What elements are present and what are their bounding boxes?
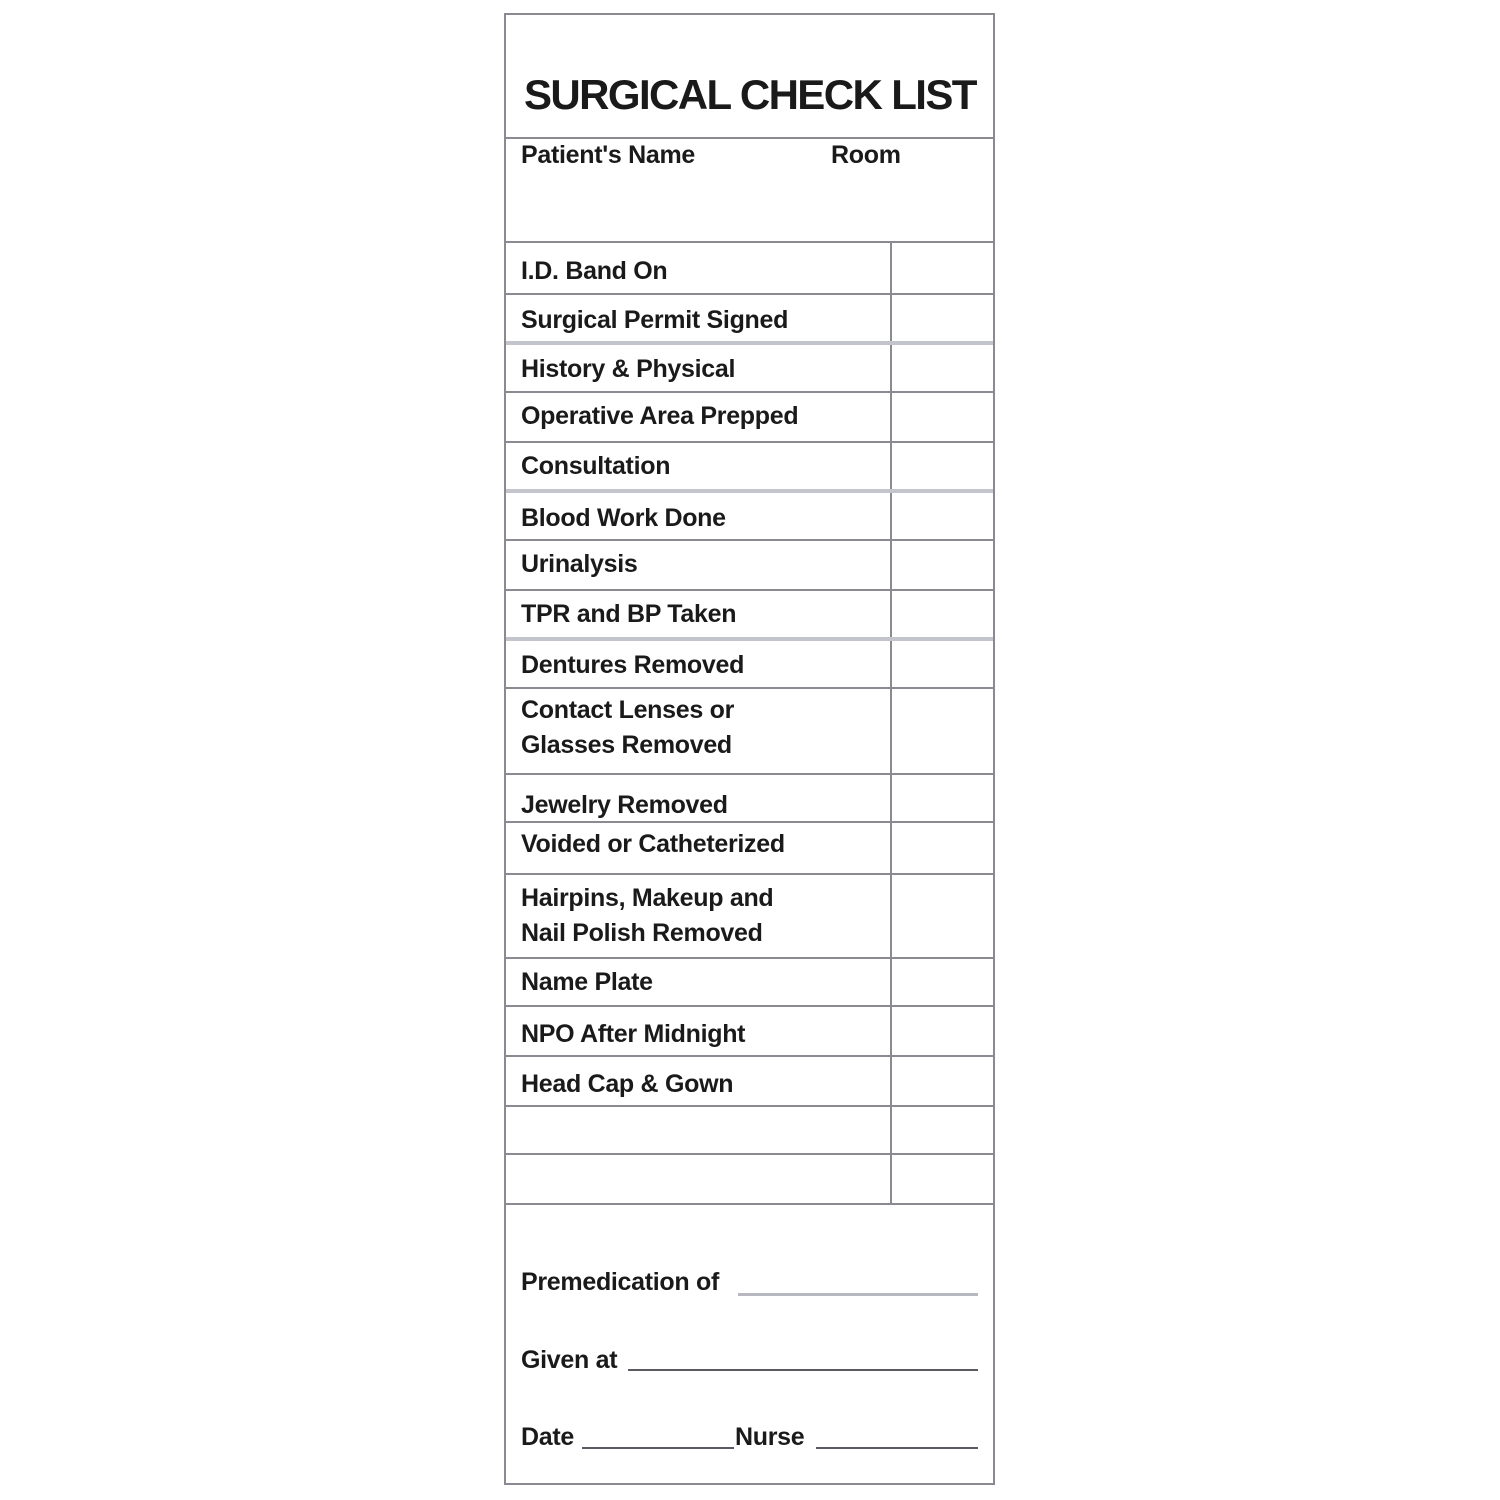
checklist-checkbox-cell[interactable]	[890, 295, 995, 341]
checklist-item-label: Urinalysis	[521, 550, 638, 578]
checklist-checkbox-cell[interactable]	[890, 591, 995, 637]
checklist-item-label: Voided or Catheterized	[521, 830, 785, 858]
checklist-checkbox-cell[interactable]	[890, 775, 995, 821]
checklist-item-label: Surgical Permit Signed	[521, 306, 789, 334]
patient-name-label: Patient's Name	[521, 141, 696, 169]
checklist-item-label: History & Physical	[521, 355, 736, 383]
checklist-checkbox-cell[interactable]	[890, 1057, 995, 1105]
form-title: SURGICAL CHECK LIST	[524, 71, 976, 118]
checklist-item-label: Consultation	[521, 452, 671, 480]
checklist-row	[506, 1107, 993, 1155]
checklist-row	[506, 1057, 993, 1107]
checklist-row	[506, 689, 993, 775]
checklist-row	[506, 959, 993, 1007]
checklist-item-label: Name Plate	[521, 968, 653, 996]
checklist-row	[506, 823, 993, 875]
checklist-item-label: Contact Lenses or	[521, 696, 735, 724]
date-label: Date	[521, 1423, 574, 1451]
checklist-checkbox-cell[interactable]	[890, 1107, 995, 1153]
checklist-checkbox-cell[interactable]	[890, 1155, 995, 1203]
given-at-label: Given at	[521, 1346, 618, 1374]
checklist-item-label: Operative Area Prepped	[521, 402, 799, 430]
checklist-row	[506, 443, 993, 493]
checklist-row	[506, 345, 993, 393]
checklist-row	[506, 775, 993, 823]
nurse-label: Nurse	[735, 1423, 805, 1451]
checklist-checkbox-cell[interactable]	[890, 641, 995, 687]
nurse-field[interactable]	[816, 1447, 978, 1449]
checklist-checkbox-cell[interactable]	[890, 541, 995, 589]
checklist-checkbox-cell[interactable]	[890, 345, 995, 391]
checklist-row	[506, 541, 993, 591]
checklist-item-label: Glasses Removed	[521, 731, 732, 759]
checklist-item-label: Nail Polish Removed	[521, 919, 763, 947]
checklist-checkbox-cell[interactable]	[890, 243, 995, 293]
checklist-row	[506, 295, 993, 345]
checklist-row	[506, 641, 993, 689]
checklist-checkbox-cell[interactable]	[890, 689, 995, 773]
checklist-item-label: Dentures Removed	[521, 651, 745, 679]
checklist-checkbox-cell[interactable]	[890, 493, 995, 539]
checklist-checkbox-cell[interactable]	[890, 393, 995, 441]
given-at-field[interactable]	[628, 1369, 978, 1371]
checklist-row	[506, 493, 993, 541]
title-section	[506, 15, 993, 139]
checklist-checkbox-cell[interactable]	[890, 443, 995, 489]
checklist-checkbox-cell[interactable]	[890, 875, 995, 957]
checklist-item-label: I.D. Band On	[521, 257, 668, 285]
checklist-row	[506, 243, 993, 295]
checklist-row	[506, 875, 993, 959]
premedication-label: Premedication of	[521, 1268, 720, 1296]
checklist-item-label: TPR and BP Taken	[521, 600, 737, 628]
footer-section	[506, 1211, 993, 1485]
checklist-row	[506, 393, 993, 443]
checklist-item-label: Head Cap & Gown	[521, 1070, 734, 1098]
checklist-checkbox-cell[interactable]	[890, 823, 995, 873]
checklist-checkbox-cell[interactable]	[890, 959, 995, 1005]
checklist-checkbox-cell[interactable]	[890, 1007, 995, 1055]
checklist-item-label: Jewelry Removed	[521, 791, 728, 819]
date-field[interactable]	[582, 1447, 734, 1449]
patient-info-section	[506, 139, 993, 243]
room-label: Room	[831, 141, 901, 169]
premedication-field[interactable]	[738, 1293, 978, 1296]
checklist-row	[506, 1155, 993, 1205]
checklist-item-label: Hairpins, Makeup and	[521, 884, 774, 912]
surgical-check-list-card	[504, 13, 995, 1485]
checklist-item-label: NPO After Midnight	[521, 1020, 746, 1048]
checklist-row	[506, 591, 993, 641]
checklist-item-label: Blood Work Done	[521, 504, 726, 532]
checklist-row	[506, 1007, 993, 1057]
